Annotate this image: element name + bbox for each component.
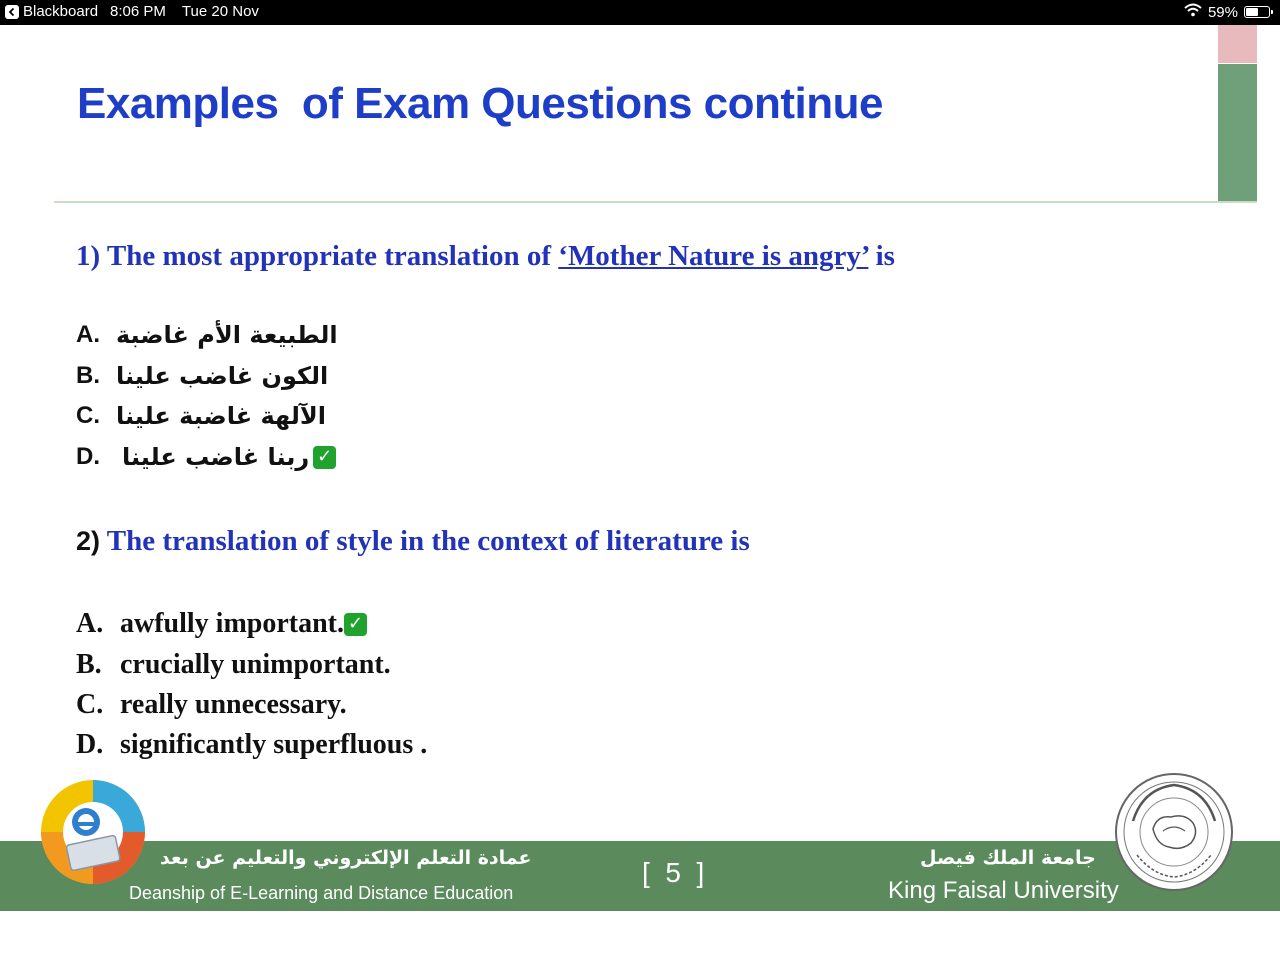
option-text: crucially unimportant. <box>120 649 391 680</box>
q1-option-a <box>76 321 338 349</box>
battery-percent: 59% <box>1207 3 1238 21</box>
question-1-quoted: ‘Mother Nature is angry’ <box>558 240 869 272</box>
option-text: الكون غاضب علينا <box>116 362 329 390</box>
university-arabic: جامعة الملك فيصل <box>920 847 1096 869</box>
q2-option-c <box>76 689 347 721</box>
deanship-arabic: عمادة التعلم الإلكتروني والتعليم عن بعد <box>160 847 532 869</box>
status-date: Tue 20 Nov <box>181 3 259 20</box>
option-text: الطبيعة الأم غاضبة <box>116 321 338 349</box>
q2-option-a <box>76 608 367 640</box>
elearning-logo <box>38 772 148 892</box>
slide-title: Examples of Exam Questions continue <box>77 79 883 128</box>
question-2-number: 2) <box>76 526 101 556</box>
deanship-english: Deanship of E-Learning and Distance Education <box>129 883 514 903</box>
question-2-text: The translation of style in the context of literature is <box>100 525 750 557</box>
status-bar <box>0 0 1280 25</box>
status-left <box>5 3 259 20</box>
question-2 <box>76 525 750 558</box>
battery-fill <box>1246 8 1258 16</box>
question-1-suffix: is <box>868 240 895 272</box>
q2-option-d <box>76 729 427 761</box>
option-letter: B. <box>76 362 100 389</box>
option-text: really unnecessary. <box>120 689 347 720</box>
slide-footer <box>0 841 1280 911</box>
checkmark-icon: ✓ <box>313 446 336 469</box>
checkmark-icon: ✓ <box>344 613 367 636</box>
status-right <box>1184 3 1270 21</box>
page-number: [ 5 ] <box>642 857 705 888</box>
q2-option-b <box>76 649 391 681</box>
option-letter: A. <box>76 321 100 348</box>
battery-icon <box>1244 6 1270 18</box>
option-text: awfully important. <box>120 608 344 639</box>
option-text: ربنا غاضب علينا <box>122 443 310 471</box>
back-app-label[interactable]: Blackboard <box>23 3 99 20</box>
option-text: الآلهة غاضبة علينا <box>116 402 326 430</box>
option-letter: B. <box>76 649 102 680</box>
option-letter: C. <box>76 402 100 429</box>
battery-nub <box>1271 10 1273 14</box>
accent-bar-green <box>1218 64 1257 202</box>
title-divider <box>54 201 1257 203</box>
back-arrow-icon[interactable] <box>5 5 19 19</box>
option-letter: D. <box>76 443 100 470</box>
accent-bar-pink <box>1218 25 1257 63</box>
q1-option-c <box>76 402 326 430</box>
university-english: King Faisal University <box>888 877 1119 904</box>
option-text: significantly superfluous . <box>120 729 428 760</box>
option-letter: A. <box>76 608 104 639</box>
q1-option-d <box>76 443 336 471</box>
wifi-icon <box>1184 3 1202 21</box>
q1-option-b <box>76 362 328 390</box>
option-letter: C. <box>76 689 104 720</box>
question-1 <box>76 240 895 273</box>
university-seal <box>1113 771 1235 893</box>
slide <box>0 25 1280 911</box>
question-1-prefix: 1) The most appropriate translation of <box>76 240 559 272</box>
option-letter: D. <box>76 729 104 760</box>
status-time: 8:06 PM <box>110 3 166 20</box>
